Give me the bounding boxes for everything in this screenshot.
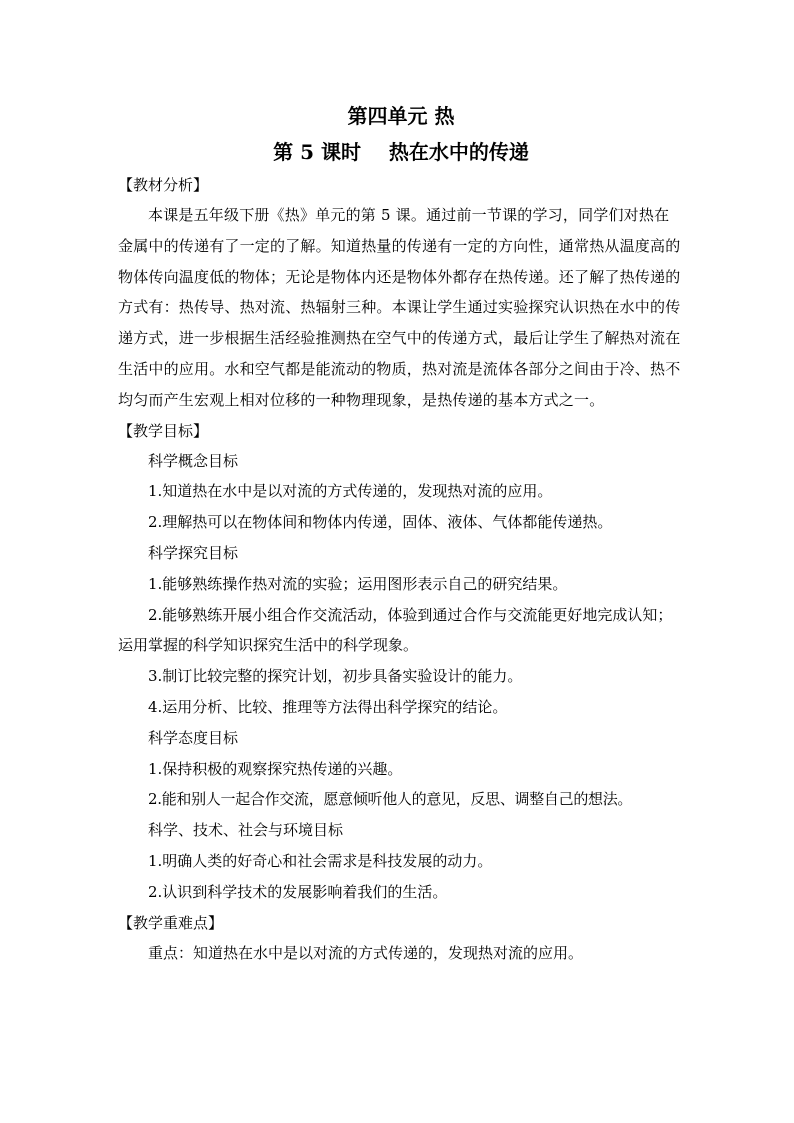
section-heading-goals: 【教学目标】 (118, 421, 209, 440)
stse-goal-item: 1.明确人类的好奇心和社会需求是科技发展的动力。 (148, 851, 493, 870)
key-point-focus: 重点：知道热在水中是以对流的方式传递的，发现热对流的应用。 (148, 943, 584, 962)
inquiry-goals-title: 科学探究目标 (148, 543, 239, 562)
document-page (118, 100, 684, 968)
inquiry-goal-item: 3.制订比较完整的探究计划，初步具备实验设计的能力。 (148, 667, 523, 686)
concept-goals-title: 科学概念目标 (148, 451, 239, 470)
lesson-title: 第 5 课时 热在水中的传递 (273, 140, 529, 164)
attitude-goals-title: 科学态度目标 (148, 728, 239, 747)
concept-goal-item: 1.知道热在水中是以对流的方式传递的，发现热对流的应用。 (148, 482, 553, 501)
section-heading-key-points: 【教学重难点】 (118, 913, 224, 932)
section-heading-analysis: 【教材分析】 (118, 176, 209, 194)
concept-goal-item: 2.理解热可以在物体间和物体内传递，固体、液体、气体都能传递热。 (148, 513, 613, 532)
attitude-goal-item: 2.能和别人一起合作交流，愿意倾听他人的意见，反思、调整自己的想法。 (148, 790, 633, 809)
inquiry-goal-item: 1.能够熟练操作热对流的实验；运用图形表示自己的研究结果。 (148, 574, 568, 593)
stse-goals-title: 科学、技术、社会与环境目标 (148, 821, 344, 840)
inquiry-goal-item: 2.能够熟练开展小组合作交流活动，体验到通过合作与交流能更好地完成认知；运用掌握的科学知识探究生活中的科学现象。 (118, 605, 673, 655)
stse-goal-item: 2.认识到科学技术的发展影响着我们的生活。 (148, 882, 448, 901)
attitude-goal-item: 1.保持积极的观察探究热传递的兴趣。 (148, 759, 403, 778)
unit-title: 第四单元 热 (347, 104, 455, 128)
analysis-paragraph: 本课是五年级下册《热》单元的第 5 课。通过前一节课的学习，同学们对热在金属中的传递有了一定的了解。知道热量的传递有一定的方向性，通常热从温度高的物体传向温度低的物体；无论是物体内还是物体外都存在热传递。还了解了热传递的方式有：热传导、热对流、热辐射三种。本课让学生通过实验探究认识热在水中的传递方式，进一步根据生活经验推测热在空气中的传递方式，最后让学生了解热对流在生活中的应用。水和空气都是能流动的物质，热对流是流体各部分之间由于冷、热不均匀而产生宏观上相对位移的一种物理现象，是热传递的基本方式之一。 (118, 206, 681, 409)
inquiry-goal-item: 4.运用分析、比较、推理等方法得出科学探究的结论。 (148, 697, 508, 716)
